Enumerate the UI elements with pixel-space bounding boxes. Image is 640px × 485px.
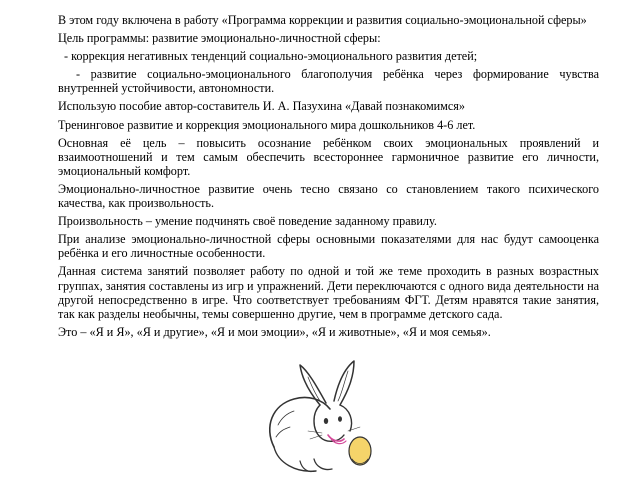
document-body (58, 13, 599, 343)
paragraph-analysis: При анализе эмоционально-личностной сферы основными показателями для нас будут самооценка ребёнка и его личностные особенности. (58, 232, 599, 261)
paragraph-program-goal: Цель программы: развитие эмоционально-личностной сферы: (58, 31, 381, 46)
paragraph-voluntariness: Произвольность – умение подчинять своё поведение заданному правилу. (58, 214, 437, 229)
paragraph-manual: Использую пособие автор-составитель И. А. Пазухина «Давай познакомимся» (58, 99, 466, 114)
paragraph-main-goal: Основная её цель – повысить осознание ребёнком своих эмоциональных проявлений и взаимоотношений и тем самым обеспечить всестороннее гармоничное развитие его личности, эмоциональный комфорт. (58, 135, 599, 178)
rabbit-with-egg-icon (256, 355, 386, 480)
paragraph-development: Эмоционально-личностное развитие очень тесно связано со становлением такого психического качества, как произвольность. (58, 181, 599, 211)
paragraph-goal-item-1: - коррекция негативных тенденций социально-эмоционального развития детей; (64, 49, 478, 64)
paragraph-sections: Это – «Я и Я», «Я и другие», «Я и мои эмоции», «Я и животные», «Я и моя семья». (58, 324, 491, 339)
paragraph-program-intro: В этом году включена в работу «Программа коррекции и развития социально-эмоциональной сферы» (58, 13, 587, 27)
paragraph-training: Тренинговое развитие и коррекция эмоционального мира дошкольников 4-6 лет. (58, 117, 476, 132)
paragraph-system: Данная система занятий позволяет работу по одной и той же теме проходить в разных возрастных группах, занятия составлены из игр и упражнений. Дети переключаются с одного вида деятельности на другой непосредственно в игре. Что соответствует требованиям ФГТ. Детям нравятся такие занятия, так как разделы необычны, темы совершенно другие, чем в программе детского сада. (58, 264, 599, 321)
paragraph-goal-item-2: - развитие социально-эмоционального благополучия ребёнка через формирование чувства внутренней устойчивости, автономности. (58, 67, 599, 96)
